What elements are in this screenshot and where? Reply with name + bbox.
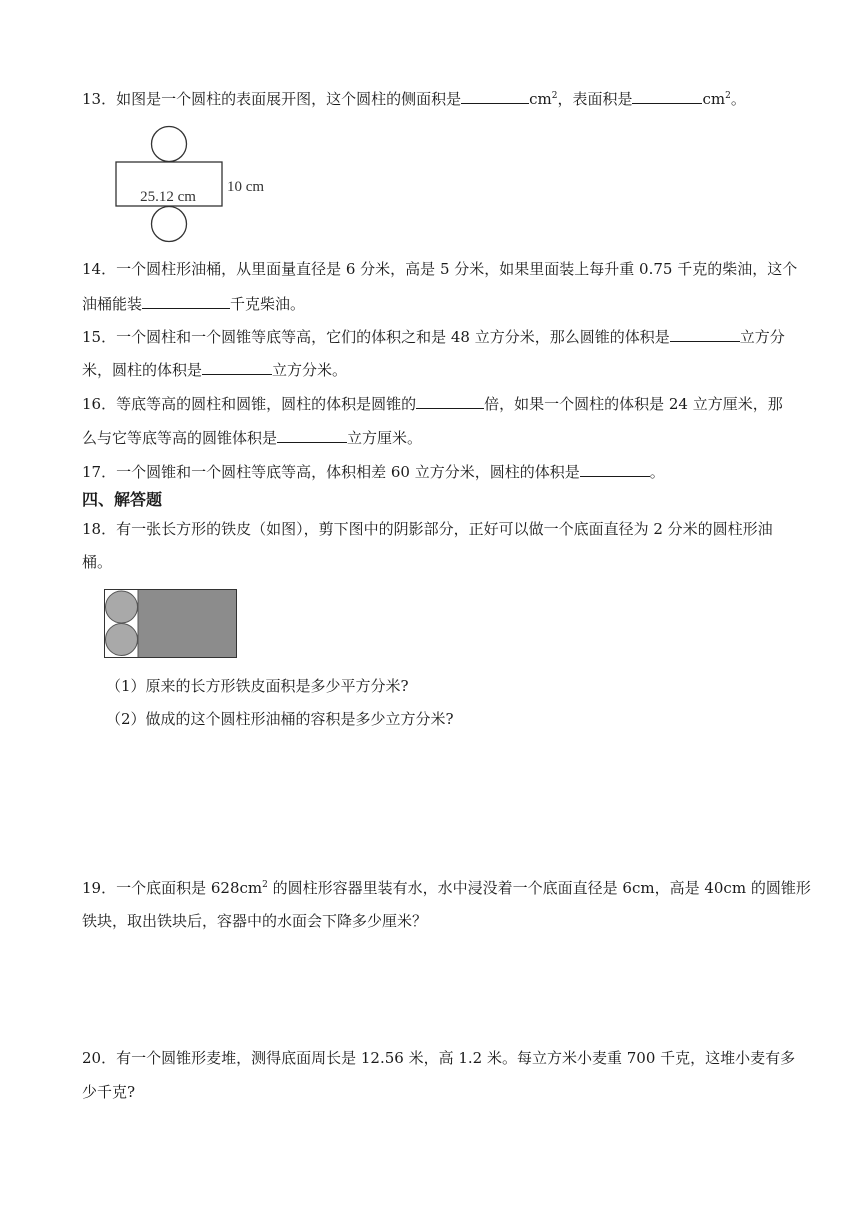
q13-number: 13． [82, 90, 117, 108]
q15-blank-cone-volume[interactable] [670, 327, 740, 342]
q18-line2: 桶。 [82, 553, 113, 571]
q18-sub2: （2）做成的这个圆柱形油桶的容积是多少立方分米? [106, 710, 454, 728]
q20-line2: 少千克? [82, 1083, 136, 1101]
q20-line1: 20．有一个圆锥形麦堆，测得底面周长是 12.56 米，高 1.2 米。每立方米小麦重 700 千克，这堆小麦有多 [82, 1049, 796, 1067]
q15-number: 15． [82, 328, 117, 346]
q18-sub1: （1）原来的长方形铁皮面积是多少平方分米? [106, 677, 409, 695]
q17-number: 17． [82, 463, 117, 481]
q16-line1: 16．等底等高的圆柱和圆锥，圆柱的体积是圆锥的 倍，如果一个圆柱的体积是 24 立方厘米，那 [82, 395, 783, 413]
shaded-lateral-area [138, 590, 236, 657]
q18-line1: 18．有一张长方形的铁皮（如图），剪下图中的阴影部分，正好可以做一个底面直径为 2 分米的圆柱形油 [82, 520, 773, 538]
q16-number: 16． [82, 395, 117, 413]
q13-blank-lateral-area[interactable] [461, 89, 529, 104]
q13-cylinder-net-figure [110, 124, 290, 246]
q16-line2: 么与它等底等高的圆锥体积是 立方厘米。 [82, 429, 423, 447]
q19-number: 19． [82, 879, 117, 897]
q13-text: 13．如图是一个圆柱的表面展开图，这个圆柱的侧面积是 $cm^2$，表面积是 $cm^2$。 [82, 90, 746, 108]
q19-line1: 19．一个底面积是 $628cm^2$ 的圆柱形容器里装有水，水中浸没着一个底面直径是 6cm，高是 40cm 的圆锥形 [82, 879, 811, 897]
q14-line2: 油桶能装 千克柴油。 [82, 295, 306, 313]
q15-line2: 米，圆柱的体积是 立方分米。 [82, 361, 348, 379]
rect-height-label: 10 cm [227, 179, 265, 195]
top-circle [152, 127, 187, 162]
q16-blank-cone-volume[interactable] [277, 428, 347, 443]
q15-line1: 15．一个圆柱和一个圆锥等底等高，它们的体积之和是 48 立方分米，那么圆锥的体积是 立方分 [82, 328, 785, 346]
q14-blank-answer[interactable] [142, 294, 230, 309]
q14-number: 14． [82, 260, 117, 278]
q15-blank-cylinder-volume[interactable] [202, 360, 272, 375]
q19-line2: 铁块，取出铁块后，容器中的水面会下降多少厘米？ [82, 912, 428, 930]
q20-number: 20． [82, 1049, 117, 1067]
section-heading: 四、解答题 [82, 490, 163, 509]
shaded-circle-top [106, 591, 138, 623]
q18-iron-sheet-figure [104, 589, 238, 659]
q14-line1: 14．一个圆柱形油桶，从里面量直径是 6 分米，高是 5 分米，如果里面装上每升重 0.75 千克的柴油，这个 [82, 260, 798, 278]
bottom-circle [152, 207, 187, 242]
q16-blank-multiple[interactable] [416, 394, 484, 409]
q17-blank-cylinder-volume[interactable] [580, 462, 650, 477]
q17-line: 17．一个圆锥和一个圆柱等底等高，体积相差 60 立方分米，圆柱的体积是 。 [82, 463, 665, 481]
rect-length-label: 25.12 cm [140, 189, 196, 205]
q13-blank-surface-area[interactable] [632, 89, 702, 104]
shaded-circle-bottom [106, 624, 138, 656]
q18-number: 18． [82, 520, 117, 538]
